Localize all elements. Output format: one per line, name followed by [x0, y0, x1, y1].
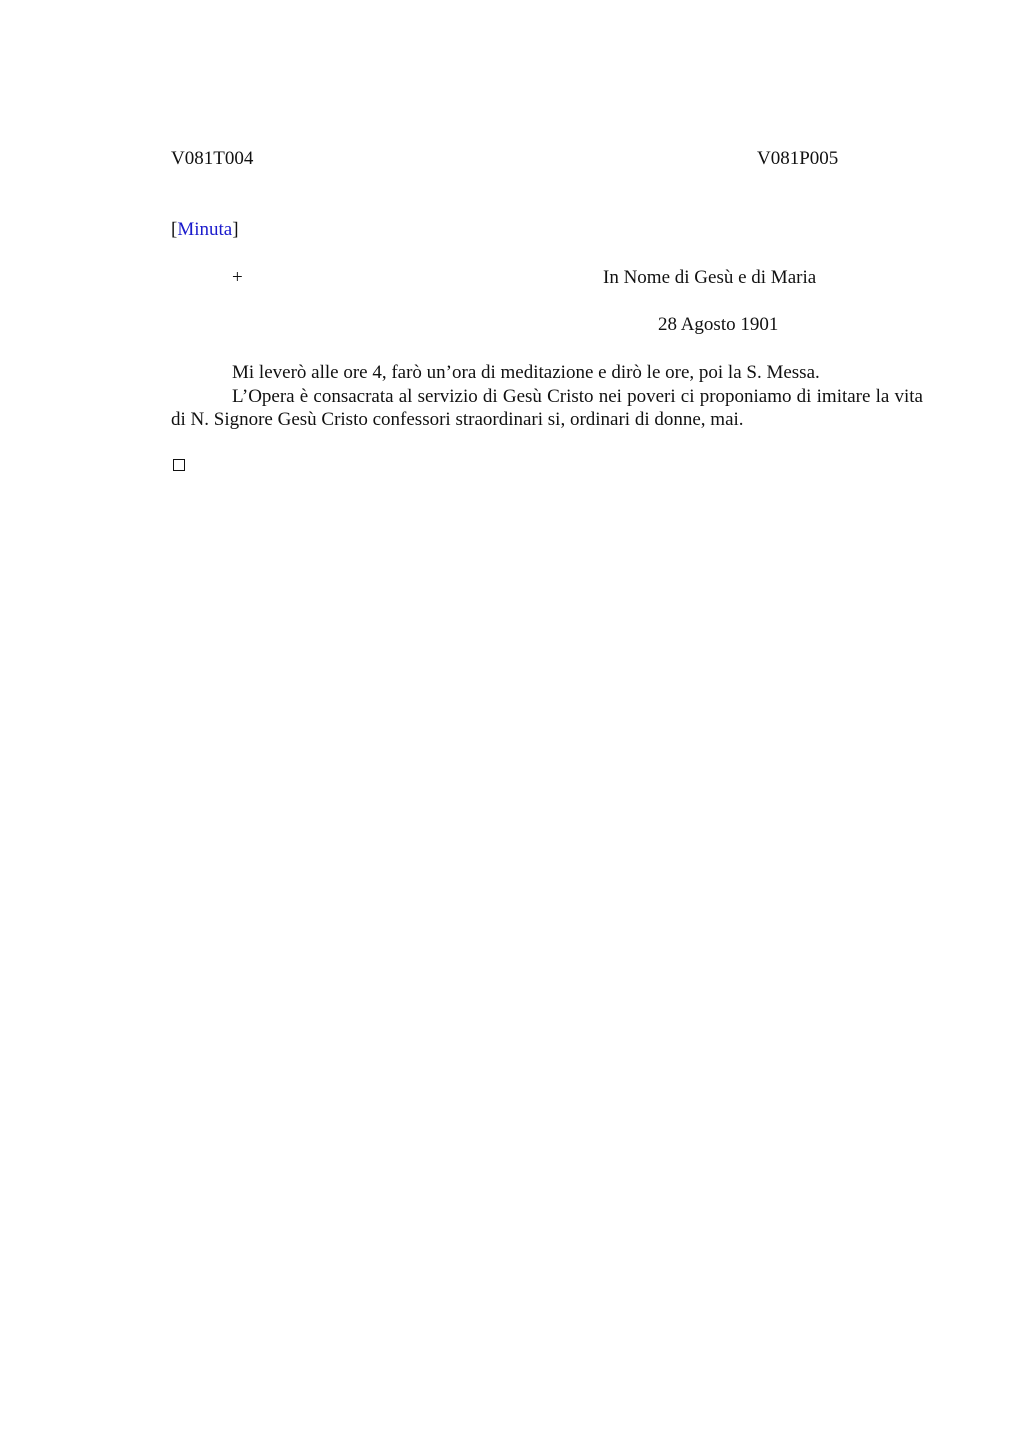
- body-paragraph: Mi leverò alle ore 4, farò un’ora di meditazione e dirò le ore, poi la S. Messa.: [232, 362, 820, 383]
- document-code-left: V081T004: [171, 148, 254, 169]
- label-close-bracket: ]: [232, 219, 239, 240]
- document-code-right: V081P005: [757, 148, 839, 169]
- label-open-bracket: [: [171, 219, 178, 240]
- cross-symbol: +: [232, 267, 243, 288]
- label-word: Minuta: [177, 219, 233, 240]
- body-paragraph: L’Opera è consacrata al servizio di Gesù Cristo nei poveri ci proponiamo di imitare la vita di N. Signore Gesù Cristo confessori straordinari si, ordinari di donne, mai.: [171, 385, 923, 430]
- document-date: 28 Agosto 1901: [658, 314, 779, 335]
- empty-square-icon: [173, 459, 185, 471]
- body-text: [171, 361, 923, 432]
- invocation-heading: In Nome di Gesù e di Maria: [603, 267, 817, 288]
- document-label: [171, 218, 239, 241]
